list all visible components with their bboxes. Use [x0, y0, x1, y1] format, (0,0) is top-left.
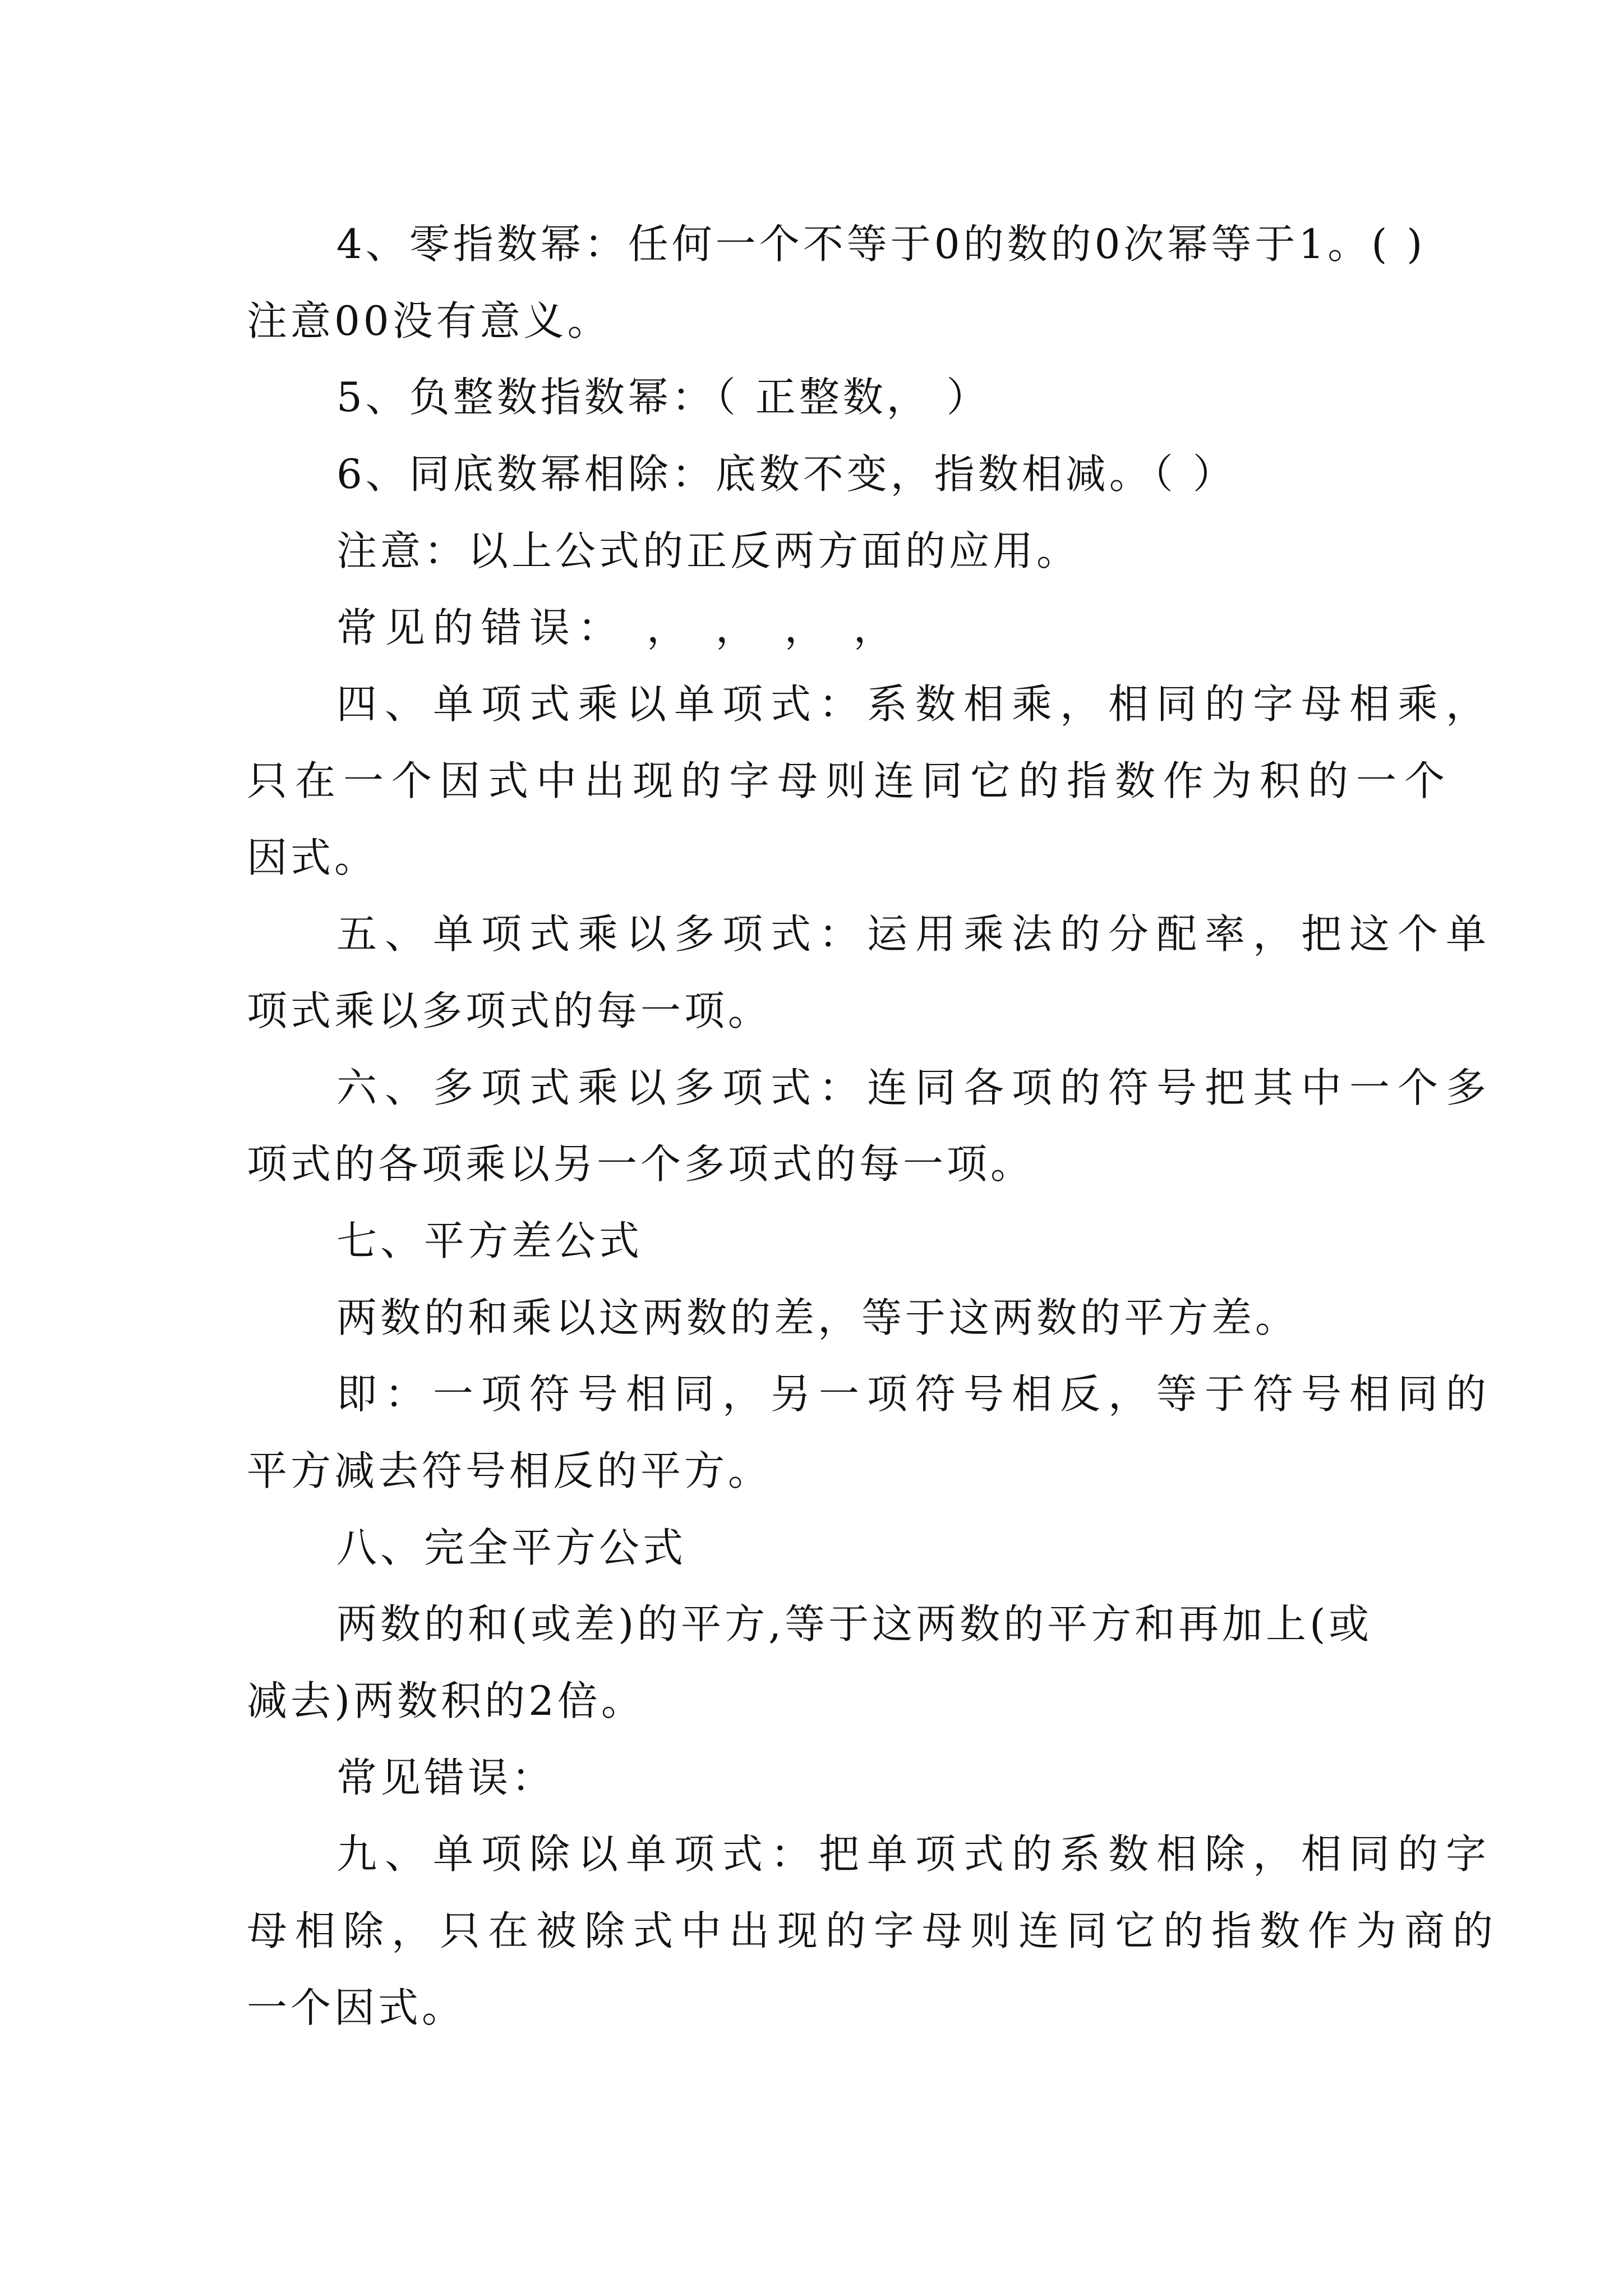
text-line: 九、单项除以单项式：把单项式的系数相除，相同的字	[336, 1830, 1495, 1878]
text-line: 八、完全平方公式	[336, 1524, 687, 1571]
text-line: 七、平方差公式	[336, 1217, 643, 1264]
text-line: 4、零指数幂：任何一个不等于0的数的0次幂等于1。( )	[336, 220, 1426, 268]
text-line: 四、单项式乘以单项式：系数相乘，相同的字母相乘，	[336, 680, 1495, 728]
text-line: 项式乘以多项式的每一项。	[247, 987, 772, 1034]
text-line: 母相除，只在被除式中出现的字母则连同它的指数作为商的	[247, 1907, 1501, 1954]
text-line: 注意00没有意义。	[247, 297, 611, 344]
text-line: 5、负整数指数幂：（ 正整数， ）	[336, 374, 990, 421]
text-line: 因式。	[247, 834, 379, 881]
text-line: 五、单项式乘以多项式：运用乘法的分配率，把这个单	[336, 910, 1495, 958]
text-line: 一个因式。	[247, 1984, 466, 2031]
text-line: 常见的错误： ， ， ， ，	[336, 604, 902, 651]
text-line: 常见错误：	[336, 1754, 556, 1801]
text-line: 注意：以上公式的正反两方面的应用。	[336, 527, 1081, 574]
text-line: 只在一个因式中出现的字母则连同它的指数作为积的一个	[247, 757, 1453, 804]
text-line: 6、同底数幂相除：底数不变，指数相减。（ ）	[336, 450, 1237, 498]
text-line: 六、多项式乘以多项式：连同各项的符号把其中一个多	[336, 1064, 1495, 1111]
text-line: 两数的和(或差)的平方,等于这两数的平方和再加上(或	[336, 1600, 1373, 1648]
text-line: 项式的各项乘以另一个多项式的每一项。	[247, 1140, 1035, 1188]
text-line: 两数的和乘以这两数的差，等于这两数的平方差。	[336, 1294, 1299, 1341]
text-line: 即：一项符号相同，另一项符号相反，等于符号相同的	[336, 1370, 1495, 1418]
text-line: 减去)两数积的2倍。	[247, 1677, 645, 1724]
text-line: 平方减去符号相反的平方。	[247, 1447, 772, 1494]
